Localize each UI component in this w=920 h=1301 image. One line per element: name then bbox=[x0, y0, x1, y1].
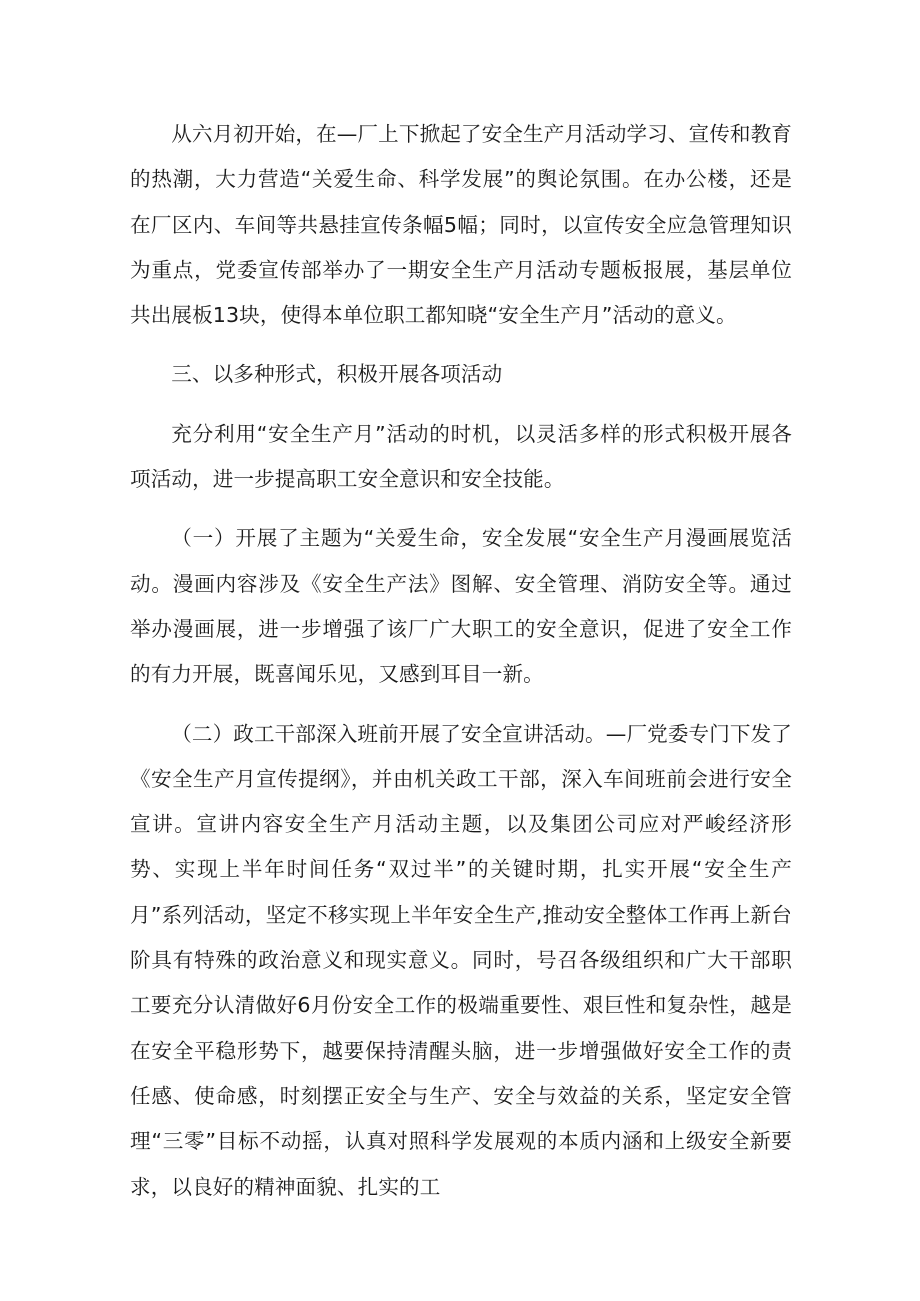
paragraph-publicity: 从六月初开始，在—厂上下掀起了安全生产月活动学习、宣传和教育的热潮，大力营造“关爱生命、科学发展”的舆论氛围。在办公楼，还是在厂区内、车间等共悬挂宣传条幅5幅；同时，以宣传安全应急管理知识为重点，党委宣传部举办了一期安全生产月活动专题板报展，基层单位共出展板13块，使得本单位职工都知晓“安全生产月”活动的意义。 bbox=[130, 122, 792, 328]
paragraph-safety-lectures: （二）政工干部深入班前开展了安全宣讲活动。—厂党委专门下发了《安全生产月宣传提纲》，并由机关政工干部，深入车间班前会进行安全宣讲。宣讲内容安全生产月活动主题，以及集团公司应对严峻经济形势、实现上半年时间任务“双过半”的关键时期，扎实开展“安全生产月”系列活动，坚定不移实现上半年安全生产,推动安全整体工作再上新台阶具有特殊的政治意义和现实意义。同时，号召各级组织和广大干部职工要充分认清做好6月份安全工作的极端重要性、艰巨性和复杂性，越是在安全平稳形势下，越要保持清醒头脑，进一步增强做好安全工作的责任感、使命感，时刻摆正安全与生产、安全与效益的关系，坚定安全管理“三零”目标不动摇，认真对照科学发展观的本质内涵和上级安全新要求，以良好的精神面貌、扎实的工 bbox=[130, 721, 792, 1199]
document-body bbox=[130, 112, 792, 1210]
paragraph-intro-activities: 充分利用“安全生产月”活动的时机，以灵活多样的形式积极开展各项活动，进一步提高职工安全意识和安全技能。 bbox=[130, 421, 792, 492]
paragraph-cartoon-exhibition: （一）开展了主题为“关爱生命，安全发展“安全生产月漫画展览活动。漫画内容涉及《安全生产法》图解、安全管理、消防安全等。通过举办漫画展，进一步增强了该厂广大职工的安全意识，促进了安全工作的有力开展，既喜闻乐见，又感到耳目一新。 bbox=[130, 526, 792, 687]
section-heading-activities: 三、以多种形式，积极开展各项活动 bbox=[171, 362, 503, 387]
